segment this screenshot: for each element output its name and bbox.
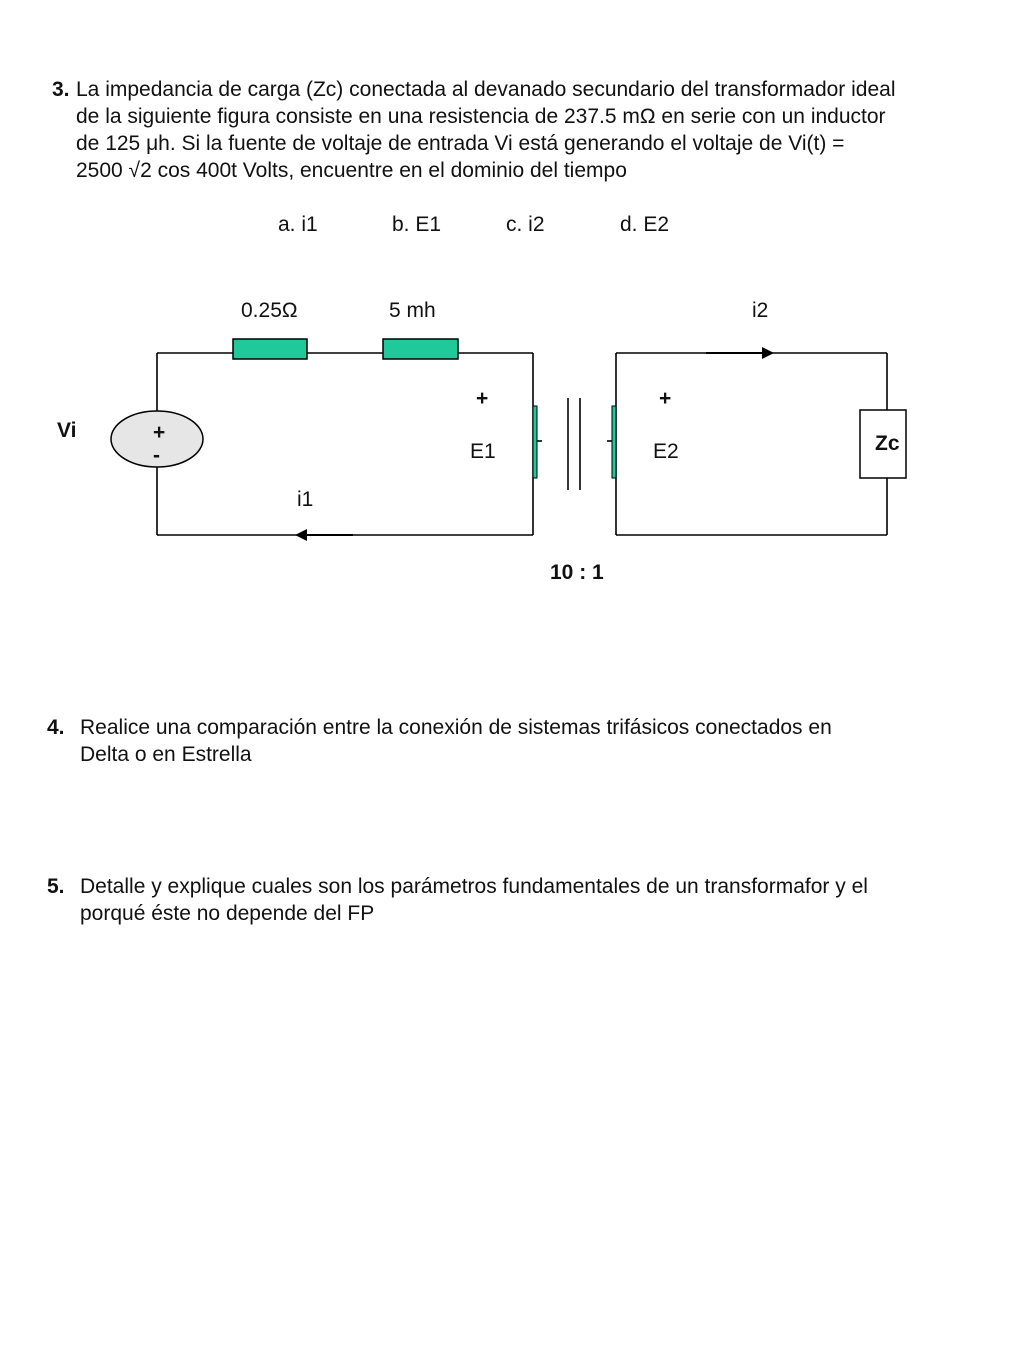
question-5-line: Detalle y explique cuales son los parámetros fundamentales de un transformafor y el xyxy=(80,875,868,898)
e1-label: E1 xyxy=(470,440,496,463)
inductor-label: 5 mh xyxy=(389,299,436,322)
source-plus-sign: + xyxy=(153,421,166,444)
option-c: c. i2 xyxy=(506,213,545,236)
option-a: a. i1 xyxy=(278,213,318,236)
question-4-line: Realice una comparación entre la conexión de sistemas trifásicos conectados en xyxy=(80,716,832,739)
option-d: d. E2 xyxy=(620,213,670,236)
i2-arrow-icon xyxy=(706,347,774,359)
e2-plus-sign: + xyxy=(659,387,672,410)
turns-ratio-label: 10 : 1 xyxy=(550,561,604,584)
question-4-text xyxy=(80,714,832,768)
source-label: Vi xyxy=(57,419,77,442)
resistor-label: 0.25Ω xyxy=(241,299,298,322)
question-4-line: Delta o en Estrella xyxy=(80,743,252,766)
question-5-number: 5. xyxy=(47,875,65,898)
i1-label: i1 xyxy=(297,488,314,511)
question-3-line: 2500 √2 cos 400t Volts, encuentre en el dominio del tiempo xyxy=(76,159,627,182)
primary-winding xyxy=(533,406,537,478)
resistor xyxy=(233,339,307,359)
i2-label: i2 xyxy=(752,299,769,322)
question-3-line: La impedancia de carga (Zc) conectada al devanado secundario del transformador ideal xyxy=(76,78,896,101)
question-3-line: de 125 μh. Si la fuente de voltaje de entrada Vi está generando el voltaje de Vi(t) = xyxy=(76,132,845,155)
e1-plus-sign: + xyxy=(476,387,489,410)
inductor xyxy=(383,339,458,359)
option-b: b. E1 xyxy=(392,213,442,236)
i1-arrow-icon xyxy=(295,529,353,541)
question-5-line: porqué éste no depende del FP xyxy=(80,902,375,925)
question-5-text xyxy=(80,873,868,927)
question-4-number: 4. xyxy=(47,716,65,739)
question-3-number: 3. xyxy=(52,78,70,101)
load-label: Zc xyxy=(875,432,900,455)
e2-label: E2 xyxy=(653,440,679,463)
source-minus-sign: - xyxy=(153,444,160,467)
secondary-winding xyxy=(612,406,616,478)
question-3-line: de la siguiente figura consiste en una resistencia de 237.5 mΩ en serie con un inductor xyxy=(76,105,886,128)
